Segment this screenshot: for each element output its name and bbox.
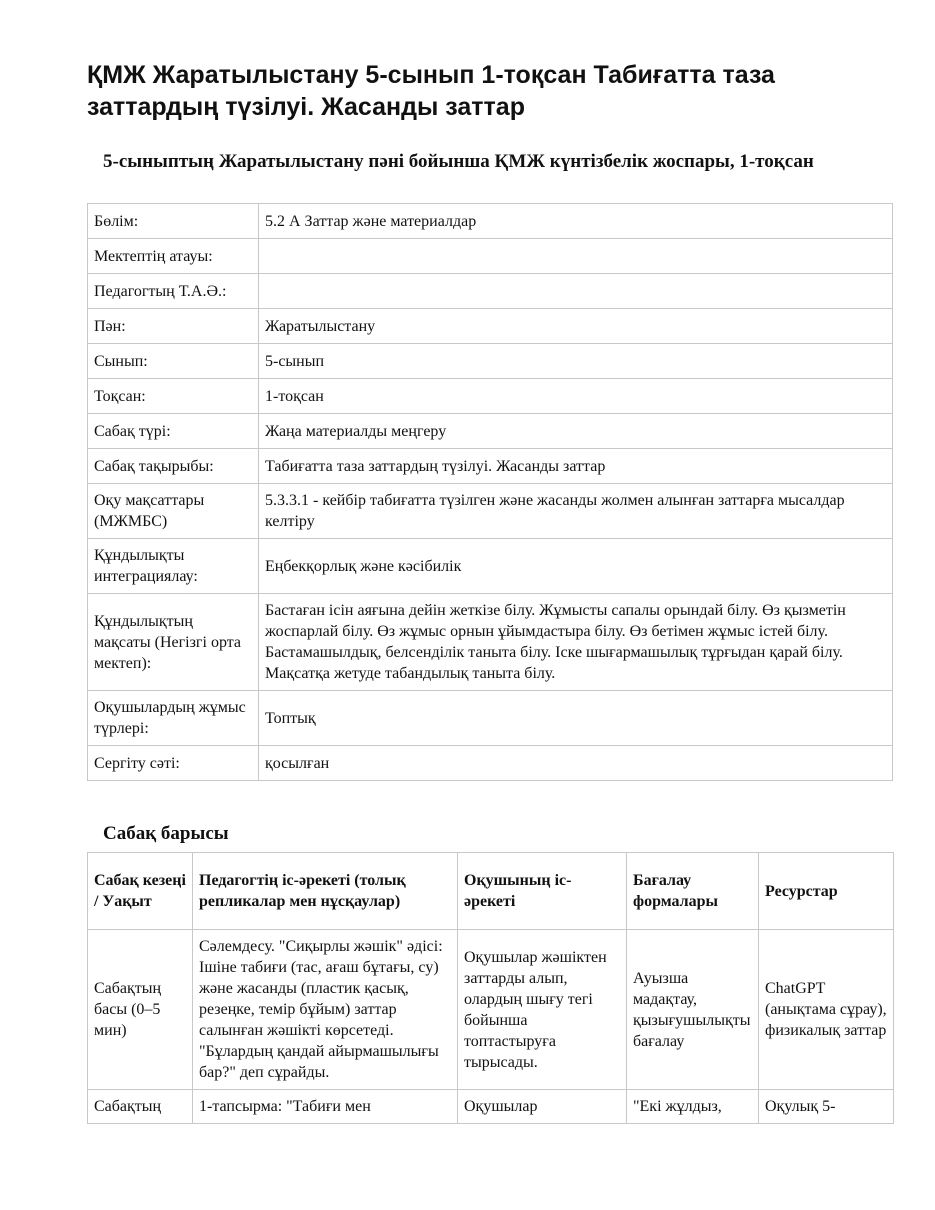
info-label: Құндылықты интеграциялау:: [88, 539, 259, 594]
info-label: Тоқсан:: [88, 379, 259, 414]
info-value: 5.2 А Заттар және материалдар: [259, 204, 893, 239]
info-row: [88, 379, 893, 414]
info-row: [88, 239, 893, 274]
lesson-progress-heading: Сабақ барысы: [103, 823, 229, 844]
info-value: Еңбекқорлық және кәсібилік: [259, 539, 893, 594]
plan-subtitle: 5-сыныптың Жаратылыстану пәні бойынша ҚМЖ күнтізбелік жоспары, 1-тоқсан: [103, 151, 814, 172]
info-value: 5.3.3.1 - кейбір табиғатта түзілген және жасанды жолмен алынған заттарға мысалдар келтіру: [259, 484, 893, 539]
lesson-cell: Сабақтың басы (0–5 мин): [88, 930, 193, 1090]
lesson-cell: Ауызша мадақтау, қызығушылықты бағалау: [627, 930, 759, 1090]
lesson-cell: Оқулық 5-: [759, 1090, 894, 1124]
lesson-header-cell: Оқушының іс-әрекеті: [458, 853, 627, 930]
info-value: Бастаған ісін аяғына дейін жеткізе білу. Жұмысты сапалы орындай білу. Өз қызметін жоспарлай білу. Өз жұмыс орнын ұйымдастыра білу. Өз бетімен жұмыс істей білу. Бастамашылдық, белсенділік таныта білу. Іске шығармашылық тұрғыдан қарай білу. Мақсатқа жетуде табандылық таныта білу.: [259, 594, 893, 691]
lesson-header-cell: Бағалау формалары: [627, 853, 759, 930]
lesson-header-cell: Педагогтің іс-әрекеті (толық репликалар мен нұсқаулар): [193, 853, 458, 930]
info-label: Педагогтың Т.А.Ә.:: [88, 274, 259, 309]
info-row: [88, 414, 893, 449]
lesson-cell: "Екі жұлдыз,: [627, 1090, 759, 1124]
info-label: Пән:: [88, 309, 259, 344]
info-value: Топтық: [259, 691, 893, 746]
lesson-cell: Оқушылар жәшіктен заттарды алып, олардың шығу тегі бойынша топтастыруға тырысады.: [458, 930, 627, 1090]
info-row: [88, 344, 893, 379]
info-row: [88, 309, 893, 344]
info-row: [88, 746, 893, 781]
info-value: Жаңа материалды меңгеру: [259, 414, 893, 449]
info-table: [87, 203, 893, 781]
info-label: Оқу мақсаттары (МЖМБС): [88, 484, 259, 539]
info-label: Құндылықтың мақсаты (Негізгі орта мектеп):: [88, 594, 259, 691]
info-row: [88, 594, 893, 691]
info-value: Жаратылыстану: [259, 309, 893, 344]
info-row: [88, 539, 893, 594]
info-label: Сабақ түрі:: [88, 414, 259, 449]
lesson-row: [88, 1090, 894, 1124]
lesson-cell: Сабақтың: [88, 1090, 193, 1124]
info-value: [259, 239, 893, 274]
info-row: [88, 484, 893, 539]
info-row: [88, 691, 893, 746]
lesson-cell: Оқушылар: [458, 1090, 627, 1124]
info-value: Табиғатта таза заттардың түзілуі. Жасанды заттар: [259, 449, 893, 484]
info-label: Сабақ тақырыбы:: [88, 449, 259, 484]
lesson-cell: 1-тапсырма: "Табиғи мен: [193, 1090, 458, 1124]
lesson-cell: Сәлемдесу. "Сиқырлы жәшік" әдісі: Ішіне табиғи (тас, ағаш бұтағы, су) және жасанды (пластик қасық, резеңке, темір бұйым) заттар салынған жәшікті көрсетеді. "Бұлардың қандай айырмашылығы бар?" деп сұрайды.: [193, 930, 458, 1090]
info-label: Оқушылардың жұмыс түрлері:: [88, 691, 259, 746]
info-value: 1-тоқсан: [259, 379, 893, 414]
lesson-header-cell: Ресурстар: [759, 853, 894, 930]
lesson-header-cell: Сабақ кезеңі / Уақыт: [88, 853, 193, 930]
lesson-cell: ChatGPT (анықтама сұрау), физикалық заттар: [759, 930, 894, 1090]
info-label: Сергіту сәті:: [88, 746, 259, 781]
info-row: [88, 274, 893, 309]
lesson-header-row: [88, 853, 894, 930]
lesson-row: [88, 930, 894, 1090]
info-row: [88, 449, 893, 484]
info-label: Сынып:: [88, 344, 259, 379]
info-value: [259, 274, 893, 309]
info-value: 5-сынып: [259, 344, 893, 379]
info-row: [88, 204, 893, 239]
info-label: Мектептің атауы:: [88, 239, 259, 274]
document-title: ҚМЖ Жаратылыстану 5-сынып 1-тоқсан Табиғатта таза заттардың түзілуі. Жасанды заттар: [87, 61, 775, 121]
lesson-table: [87, 852, 894, 1124]
info-value: қосылған: [259, 746, 893, 781]
info-label: Бөлім:: [88, 204, 259, 239]
